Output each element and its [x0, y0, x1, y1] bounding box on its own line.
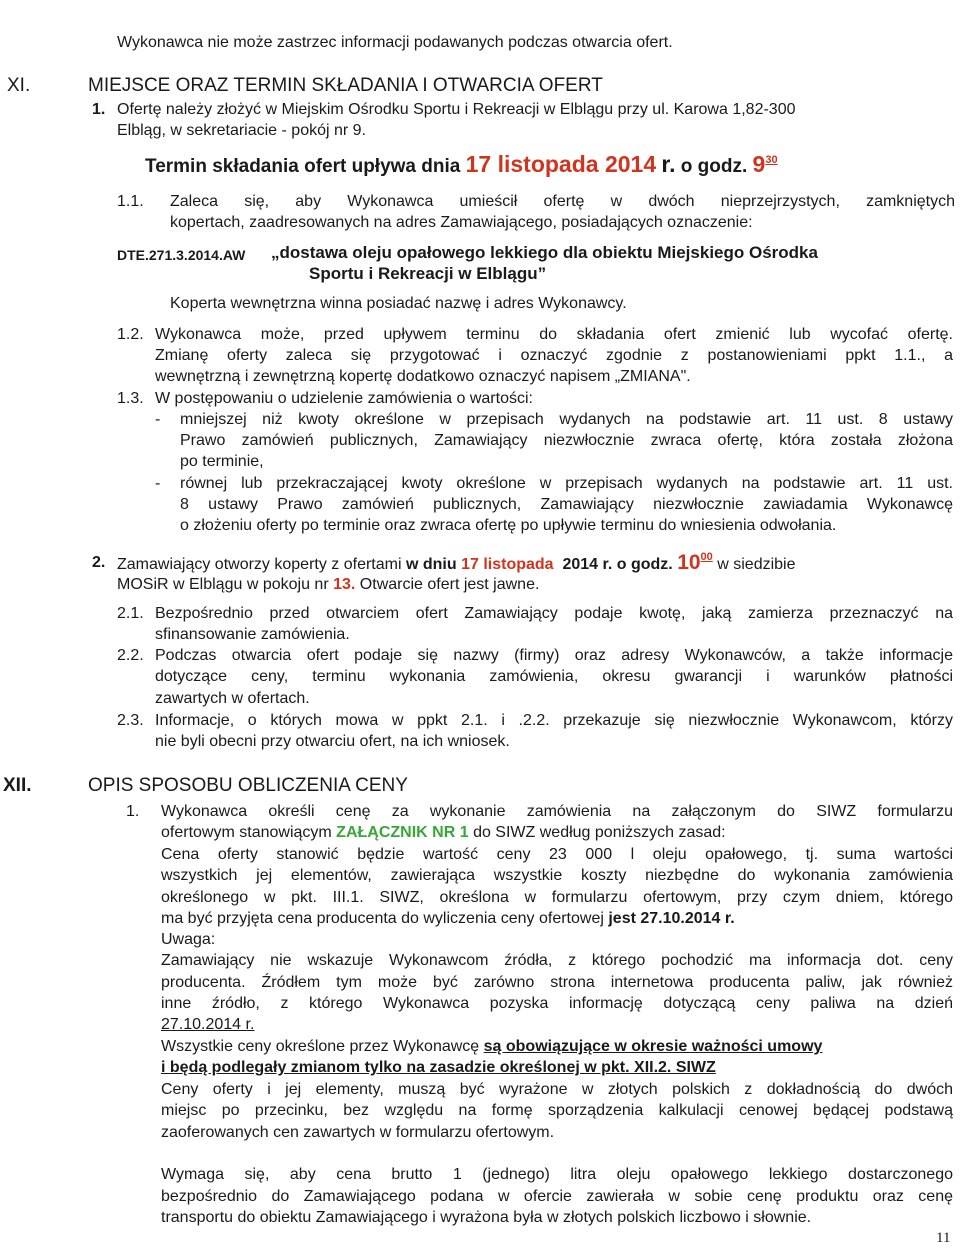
subsection-text: Informacje, o których mowa w ppkt 2.1. i .2.2. przekazuje się niezwłocznie Wykonawcom, którzy — [155, 712, 953, 729]
subsection-text: Zmianę oferty zaleca się przygotować i oznaczyć zgodnie z postanowieniami ppkt 1.1., a — [155, 347, 953, 364]
subsection-number: 2.2. — [117, 647, 144, 664]
opening-line — [117, 553, 796, 575]
room-number: 13. — [333, 576, 356, 593]
note-text: 27.10.2014 r. — [161, 1016, 255, 1033]
paragraph-number: 2. — [92, 554, 106, 571]
paragraph-text: Ofertę należy złożyć w Miejskim Ośrodku Sportu i Rekreacji w Elblągu przy ul. Karowa 1,82-300 — [117, 101, 796, 118]
gross-price-text: bezpośrednio do Zamawiającego podana w ofercie zawierała w sobie cenę produktu oraz cenę — [161, 1188, 953, 1205]
validity-bold: są obowiązujące w okresie ważności umowy — [483, 1038, 823, 1055]
list-item-text: po terminie, — [180, 453, 264, 470]
attachment-intro: ofertowym stanowiącym — [161, 824, 332, 841]
subsection-number: 1.2. — [117, 326, 144, 343]
subsection-number: 2.3. — [117, 712, 144, 729]
list-item-text: równej lub przekraczającej kwoty określone w przepisach wydanych na podstawie art. 11 ust. — [180, 475, 953, 492]
list-item-text: 8 ustawy Prawo zamówień publicznych, Zamawiający niezwłocznie zawiadamia Wykonawcę — [180, 496, 953, 513]
list-item-text: Prawo zamówień publicznych, Zamawiający niezwłocznie zwraca ofertę, która została złożona — [180, 432, 953, 449]
currency-text: zaoferowanych cen zawartych w formularzu ofertowym. — [161, 1124, 555, 1141]
note-text: Zamawiający nie wskazuje Wykonawcom źródła, z którego pochodzić ma informacja dot. ceny — [161, 952, 953, 969]
subsection-text: wewnętrzną i zewnętrzną kopertę dodatkowo oznaczyć napisem „ZMIANA". — [155, 368, 691, 385]
section-number: XI. — [7, 75, 31, 96]
gross-price-text: Wymaga się, aby cena brutto 1 (jednego) litra oleju opałowego lekkiego dostarczonego — [161, 1166, 953, 1183]
paragraph-number: 1. — [92, 101, 106, 118]
section-number: XII. — [3, 775, 32, 796]
opening-hour: 10 — [677, 551, 701, 574]
opening-tail: w siedzibie — [717, 556, 796, 573]
subsection-text: W postępowaniu o udzielenie zamówienia o wartości: — [155, 390, 533, 407]
paragraph-text: Elbląg, w sekretariacie - pokój nr 9. — [117, 122, 366, 139]
subsection-number: 1.1. — [117, 193, 144, 210]
subsection-text: Podczas otwarcia ofert podaje się nazwy (firmy) oraz adresy Wykonawców, a także informacje — [155, 647, 953, 664]
note-heading: Uwaga: — [161, 931, 216, 948]
section-title: OPIS SPOSOBU OBLICZENIA CENY — [88, 775, 408, 796]
intro-text: Wykonawca nie może zastrzec informacji podawanych podczas otwarcia ofert. — [117, 34, 673, 51]
paragraph-text: Cena oferty stanowić będzie wartość ceny 23 000 l oleju opałowego, tj. suma wartości — [161, 846, 953, 863]
opening-w-dniu: w dniu — [405, 556, 457, 573]
gross-price-text: transportu do obiektu Zamawiającego i wyrażona była w złotych polskich liczbowo i słownie. — [161, 1209, 812, 1226]
deadline-line — [145, 151, 778, 177]
subsection-text: Wykonawca może, przed upływem terminu do składania ofert zmienić lub wycofać ofertę. — [155, 326, 953, 343]
subsection-text: Zaleca się, aby Wykonawca umieścił ofertę w dwóch nieprzejrzystych, zamkniętych — [170, 193, 955, 210]
note-text: producenta. Źródłem tym może być zarówno strona internetowa producenta paliw, jak również — [161, 974, 953, 991]
page-number: 11 — [936, 1230, 951, 1246]
list-dash: - — [155, 475, 161, 492]
paragraph-number: 1. — [126, 803, 140, 820]
deadline-r: r. — [661, 151, 676, 177]
opening-text: Zamawiający otworzy koperty z ofertami — [117, 556, 402, 573]
validity-text — [161, 1037, 822, 1057]
list-item-text: o złożeniu oferty po terminie oraz zwraca ofertę po upływie terminu do wniesienia odwołania. — [180, 517, 837, 534]
subsection-text: dotyczące ceny, terminu wykonania zamówienia, okresu gwarancji i warunków płatności — [155, 668, 953, 685]
dte-title: „dostawa oleju opałowego lekkiego dla obiektu Miejskiego Ośrodka — [271, 243, 818, 262]
deadline-label: Termin składania ofert upływa dnia — [145, 156, 461, 177]
note-text: inne źródło, z którego Wykonawca pozyska informację dotyczącą ceny paliwa na dzień — [161, 995, 953, 1012]
subsection-number: 2.1. — [117, 605, 144, 622]
deadline-hour: 9 — [752, 151, 766, 177]
deadline-minutes: 30 — [765, 154, 778, 166]
section-title: MIEJSCE ORAZ TERMIN SKŁADANIA I OTWARCIA OFERT — [88, 75, 603, 96]
dte-code: DTE.271.3.2014.AW — [117, 247, 246, 263]
subsection-number: 1.3. — [117, 390, 144, 407]
validity-intro: Wszystkie ceny określone przez Wykonawcę — [161, 1038, 480, 1055]
price-date-intro: ma być przyjęta cena producenta do wyliczenia ceny ofertowej — [161, 910, 604, 927]
location-note: Otwarcie ofert jest jawne. — [359, 576, 540, 593]
deadline-date: 17 listopada 2014 — [465, 151, 657, 177]
attachment-label: ZAŁĄCZNIK NR 1 — [336, 824, 469, 841]
opening-minutes: 00 — [700, 551, 713, 563]
subsection-text: Bezpośrednio przed otwarciem ofert Zamawiający podaje kwotę, jaką zamierza przeznaczyć na — [155, 605, 953, 622]
attachment-tail: do SIWZ według poniższych zasad: — [473, 824, 726, 841]
opening-location — [117, 575, 539, 595]
paragraph-text — [161, 909, 735, 929]
paragraph-text — [161, 823, 726, 843]
subsection-text: kopertach, zaadresowanych na adres Zamawiającego, posiadających oznaczenie: — [170, 214, 753, 231]
location-text: MOSiR w Elblągu w pokoju nr — [117, 576, 329, 593]
list-dash: - — [155, 411, 161, 428]
subsection-text: nie byli obecni przy otwarciu ofert, na ich wniosek. — [155, 733, 510, 750]
currency-text: miejsc po przecinku, bez względu na formę sporządzenia kalkulacji cenowej będącej podstawą — [161, 1102, 953, 1119]
paragraph-text: określonego w pkt. III.1. SIWZ, określona w formularzu ofertowym, przy czym dniem, którego — [161, 889, 953, 906]
list-item-text: mniejszej niż kwoty określone w przepisach wydanych na podstawie art. 11 ust. 8 ustawy — [180, 411, 953, 428]
paragraph-text: wszystkich jej elementów, zawierająca wszystkie koszty niezbędne do wykonania zamówienia — [161, 867, 953, 884]
opening-date: 17 listopada — [461, 556, 554, 573]
subsection-text: zawartych w ofertach. — [155, 690, 310, 707]
validity-rule: i będą podlegały zmianom tylko na zasadzie określonej w pkt. XII.2. SIWZ — [161, 1059, 716, 1076]
paragraph-text: Wykonawca określi cenę za wykonanie zamówienia na załączonym do SIWZ formularzu — [161, 803, 953, 820]
deadline-godz: o godz. — [680, 156, 748, 177]
dte-title: Sportu i Rekreacji w Elblągu” — [309, 264, 547, 283]
subsection-text: sfinansowanie zamówienia. — [155, 626, 350, 643]
currency-text: Ceny oferty i jej elementy, muszą być wyrażone w złotych polskich z dokładnością do dwóch — [161, 1081, 953, 1098]
price-date: jest 27.10.2014 r. — [608, 910, 735, 927]
opening-year: 2014 r. o godz. — [562, 556, 673, 573]
envelope-note: Koperta wewnętrzna winna posiadać nazwę i adres Wykonawcy. — [170, 295, 627, 312]
